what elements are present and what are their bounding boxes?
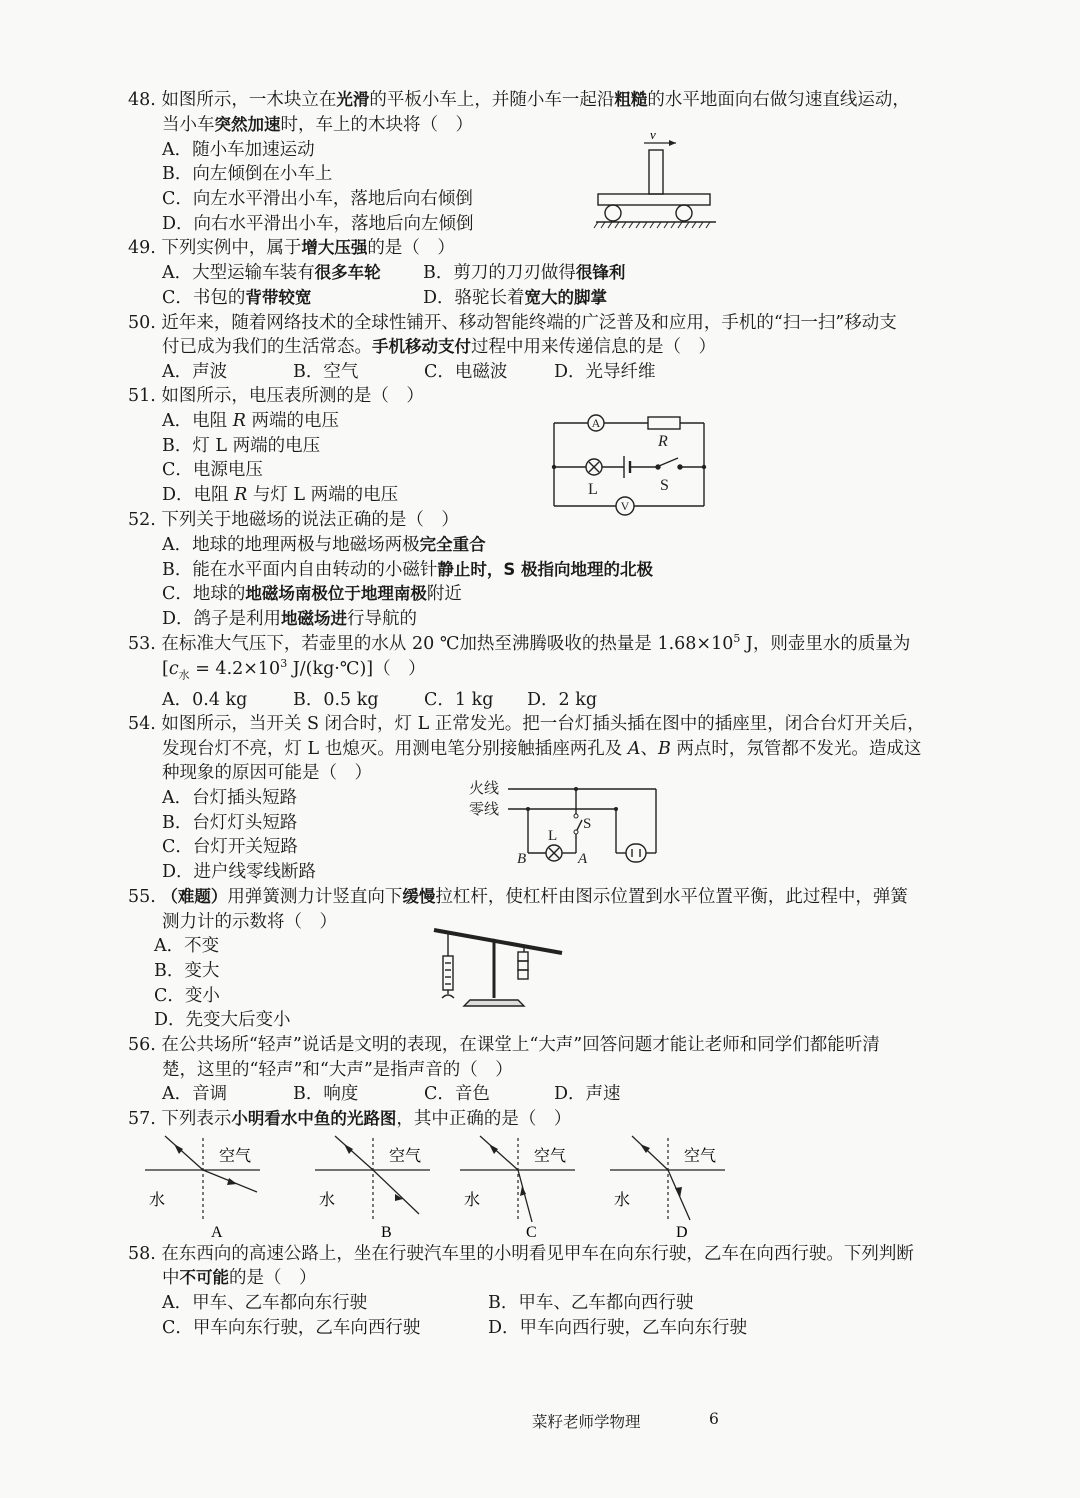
svg-text:L: L [588,481,598,498]
option-b: B．剪刀的刀刃做得很锋利 [423,263,626,283]
option-c: C．音色 [424,1084,490,1104]
svg-text:空气: 空气 [534,1148,567,1165]
light-path-a [145,1134,265,1242]
q53-stem: 53. 在标准大气压下，若壶里的水从 20 ℃加热至沸腾吸收的热量是 $1.68\times 10^5$ J，则壶里水的质量为 [128,632,911,654]
q50-stem-cont: 付已成为我们的生活常态。手机移动支付过程中用来传递信息的是（ ） [162,337,716,357]
option-d: D．甲车向西行驶，乙车向东行驶 [488,1318,748,1338]
option-a: A．台灯插头短路 [162,788,298,808]
option-c: C．电磁波 [424,362,508,382]
footer-author: 菜籽老师学物理 [532,1413,641,1431]
option-d: D．光导纤维 [554,362,656,382]
option-b: B．灯 L 两端的电压 [162,436,321,456]
q48-stem: 48. 如图所示，一木块立在光滑的平板小车上，并随小车一起沿粗糙的水平地面向右做匀速直线运动， [128,90,910,110]
option-a: A．音调 [162,1084,228,1104]
q48-stem-cont: 当小车突然加速时，车上的木块将（ ） [162,115,473,135]
q51-stem: 51. 如图所示，电压表所测的是（ ） [128,386,424,406]
svg-text:R: R [658,433,668,450]
option-d: D．2 kg [527,690,598,710]
svg-text:B: B [381,1224,392,1241]
option-c: C．甲车向东行驶，乙车向西行驶 [162,1318,421,1338]
page-number: 6 [709,1410,719,1428]
household-circuit-figure [466,776,666,870]
q54-stem: 54. 如图所示，当开关 S 闭合时，灯 L 正常发光。把一台灯插头插在图中的插座里，闭合台灯开关后， [128,714,925,734]
svg-text:A: A [591,416,601,430]
option-a: A．0.4 kg [162,690,248,710]
svg-text:水: 水 [319,1192,336,1209]
option-a: A．随小车加速运动 [162,140,315,160]
socket-symbol [626,844,646,862]
q52-stem: 52. 下列关于地磁场的说法正确的是（ ） [128,510,459,530]
lever-bar [434,930,562,953]
svg-text:S: S [660,477,669,494]
lever-figure [428,920,568,1010]
svg-text:水: 水 [464,1192,481,1209]
wood-block [649,150,663,194]
svg-text:水: 水 [614,1192,631,1209]
option-a: A．电阻 R 两端的电压 [162,411,339,431]
q57-stem: 57. 下列表示小明看水中鱼的光路图，其中正确的是（ ） [128,1109,572,1129]
q58-stem: 58. 在东西向的高速公路上，坐在行驶汽车里的小明看见甲车在向东行驶，乙车在向西行驶。下列判断 [128,1244,914,1264]
option-d: D．骆驼长着宽大的脚掌 [423,288,608,308]
option-a: A．不变 [154,936,220,956]
option-c: C．1 kg [424,690,494,710]
svg-text:空气: 空气 [684,1148,717,1165]
option-a: A．声波 [162,362,228,382]
option-a: A．地球的地理两极与地磁场两极完全重合 [162,535,486,555]
svg-text:V: V [620,499,630,513]
option-b: B．空气 [293,362,359,382]
q50-stem: 50. 近年来，随着网络技术的全球性铺开、移动智能终端的广泛普及和应用，手机的“扫一扫”移动支 [128,313,897,333]
circuit-figure [548,410,710,522]
q55-stem: 55. （难题）用弹簧测力计竖直向下缓慢拉杠杆，使杠杆由图示位置到水平位置平衡，此过程中，弹簧 [128,887,908,907]
q54-stem-cont2: 种现象的原因可能是（ ） [162,763,372,783]
velocity-label: v [650,127,656,142]
svg-text:S: S [583,816,592,832]
option-b: B．台灯灯头短路 [162,813,298,833]
resistor-symbol [648,417,680,429]
stand-base [464,1000,524,1006]
option-c: C．变小 [154,986,220,1006]
option-a: A．甲车、乙车都向东行驶 [162,1293,368,1313]
weight-icon [518,952,528,961]
wheel [676,205,692,221]
option-b: B．甲车、乙车都向西行驶 [488,1293,694,1313]
cart-figure [592,128,722,232]
option-c: C．地球的地磁场南极位于地理南极附近 [162,584,462,604]
q55-stem-cont: 测力计的示数将（ ） [162,912,337,932]
light-path-b [315,1134,435,1242]
question-number: 48. [128,90,156,110]
switch-symbol [659,458,678,466]
spring-scale-icon [443,956,453,990]
option-a: A．大型运输车装有很多车轮 [162,263,381,283]
svg-text:D: D [676,1224,688,1241]
q58-stem-cont: 中不可能的是（ ） [162,1268,317,1288]
option-b: B．向左倾倒在小车上 [162,164,333,184]
svg-text:零线: 零线 [469,800,500,818]
option-d: D．电阻 R 与灯 L 两端的电压 [162,485,399,505]
option-d: D．鸽子是利用地磁场进行导航的 [162,609,418,629]
svg-text:L: L [548,828,558,844]
cart-platform [598,194,710,205]
q49-stem: 49. 下列实例中，属于增大压强的是（ ） [128,238,455,258]
option-b: B．0.5 kg [293,690,379,710]
option-d: D．声速 [554,1084,621,1104]
light-path-c [460,1134,580,1242]
option-d: D．进户线零线断路 [162,862,317,882]
wheel [605,205,621,221]
q54-stem-cont: 发现台灯不亮，灯 L 也熄灭。用测电笔分别接触插座两孔及 A、B 两点时，氖管都不发光。造成这 [162,739,922,759]
option-d: D．向右水平滑出小车，落地后向左倾倒 [162,214,474,234]
svg-text:火线: 火线 [469,779,500,797]
svg-text:B: B [517,851,527,867]
svg-text:空气: 空气 [389,1148,422,1165]
q56-stem-cont: 楚，这里的“轻声”和“大声”是指声音的（ ） [162,1060,513,1080]
q56-stem: 56. 在公共场所“轻声”说话是文明的表现，在课堂上“大声”回答问题才能让老师和同学们都能听清 [128,1035,880,1055]
option-c: C．书包的背带较宽 [162,288,312,308]
svg-text:A: A [211,1224,223,1241]
option-c: C．台灯开关短路 [162,837,298,857]
light-path-d [610,1134,730,1242]
svg-text:C: C [526,1224,537,1241]
option-b: B．响度 [293,1084,359,1104]
svg-text:空气: 空气 [219,1148,252,1165]
option-c: C．电源电压 [162,460,263,480]
option-d: D．先变大后变小 [154,1010,291,1030]
option-b: B．能在水平面内自由转动的小磁针静止时，S 极指向地理的北极 [162,560,653,580]
svg-text:水: 水 [149,1192,166,1209]
option-b: B．变大 [154,961,220,981]
svg-text:A: A [578,851,588,867]
option-c: C．向左水平滑出小车，落地后向右倾倒 [162,189,473,209]
q53-formula: [$c_水 = 4.2\times 10^3$ J/(kg·℃)]（ ） [162,657,426,682]
